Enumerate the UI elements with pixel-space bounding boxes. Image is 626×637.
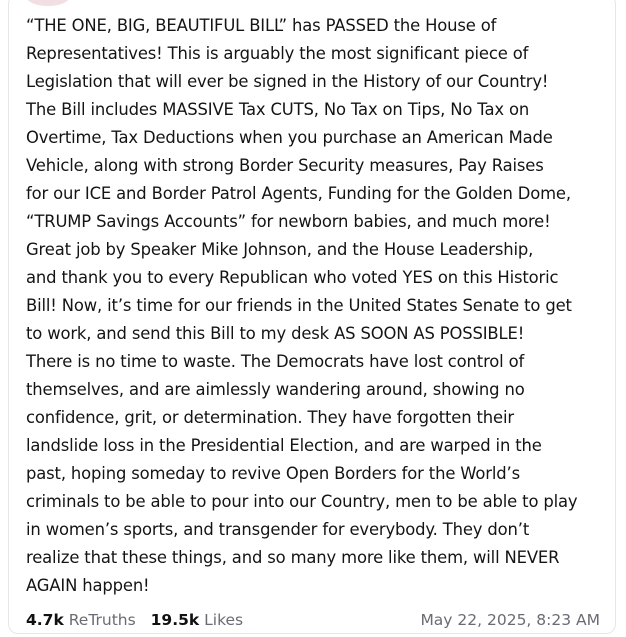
post-line: for our ICE and Border Patrol Agents, Funding for the Golden Dome, xyxy=(26,184,571,203)
post-line: Vehicle, along with strong Border Security measures, Pay Raises xyxy=(26,156,544,175)
post-line: There is no time to waste. The Democrats have lost control of xyxy=(26,352,525,371)
likes-stat[interactable] xyxy=(151,608,243,632)
post-line: Overtime, Tax Deductions when you purchase an American Made xyxy=(26,128,553,147)
post-line: Representatives! This is arguably the most significant piece of xyxy=(26,44,529,63)
post-line: themselves, and are aimlessly wandering around, showing no xyxy=(26,380,525,399)
post-line: Great job by Speaker Mike Johnson, and the House Leadership, xyxy=(26,240,534,259)
retruths-count: 4.7k xyxy=(26,611,64,629)
likes-label: Likes xyxy=(204,611,244,629)
post-line: confidence, grit, or determination. They have forgotten their xyxy=(26,408,514,427)
post-line: “TRUMP Savings Accounts” for newborn babies, and much more! xyxy=(26,212,551,231)
post-line: The Bill includes MASSIVE Tax CUTS, No Tax on Tips, No Tax on xyxy=(26,100,530,119)
post-line: to work, and send this Bill to my desk AS SOON AS POSSIBLE! xyxy=(26,324,525,343)
likes-count: 19.5k xyxy=(150,611,200,629)
post-line: Legislation that will ever be signed in the History of our Country! xyxy=(26,72,549,91)
post-line: criminals to be able to pour into our Country, men to be able to play xyxy=(26,492,578,511)
retruths-stat[interactable] xyxy=(26,608,136,632)
post-line: AGAIN happen! xyxy=(26,576,150,595)
post-line: and thank you to every Republican who voted YES on this Historic xyxy=(26,268,559,287)
post-line: Bill! Now, it’s time for our friends in the United States Senate to get xyxy=(26,296,572,315)
post-line: in women’s sports, and transgender for everybody. They don’t xyxy=(26,520,530,539)
retruths-label: ReTruths xyxy=(68,611,136,629)
post-body xyxy=(26,12,598,600)
post-line: realize that these things, and so many more like them, will NEVER xyxy=(26,548,560,567)
post-footer xyxy=(26,608,600,632)
post-line: landslide loss in the Presidential Election, and are warped in the xyxy=(26,436,542,455)
post-timestamp[interactable]: May 22, 2025, 8:23 AM xyxy=(420,611,600,629)
post-line: “THE ONE, BIG, BEAUTIFUL BILL” has PASSED the House of xyxy=(26,16,497,35)
post-line: past, hoping someday to revive Open Borders for the World’s xyxy=(26,464,520,483)
